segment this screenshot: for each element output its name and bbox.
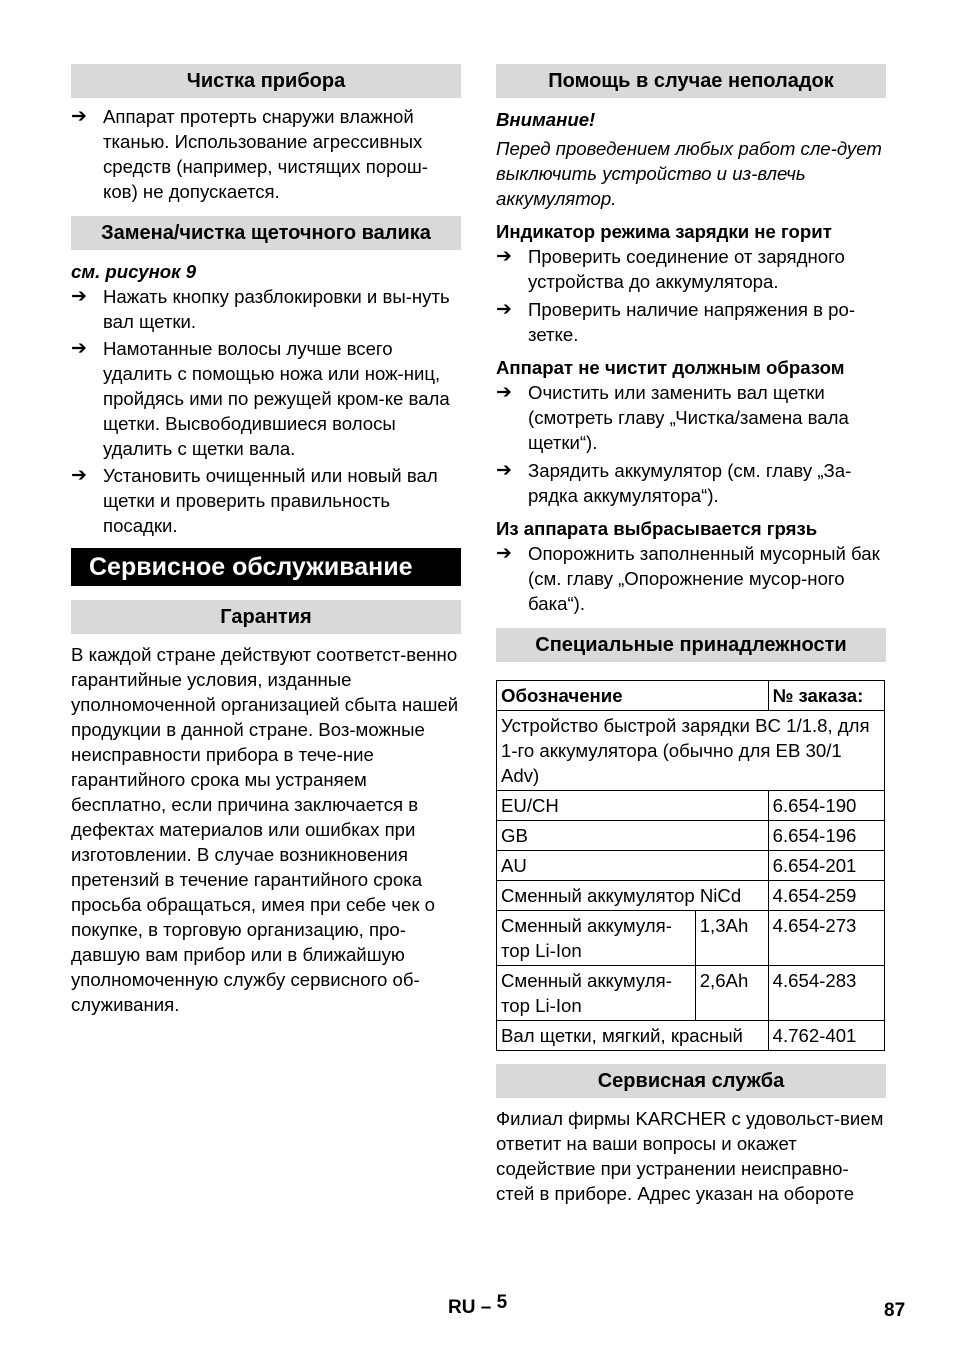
left-column [71,64,461,1017]
arrow-right-icon: ➔ [71,338,87,359]
accessories-table [496,680,885,1051]
arrow-right-icon: ➔ [496,543,512,564]
heading-service: Сервисная служба [496,1064,886,1098]
arrow-right-icon: ➔ [71,106,87,127]
table-row: Сменный аккумуля-тор Li-Ion 1,3Ah 4.654-273 [497,911,885,966]
trouble-heading: Из аппарата выбрасывается грязь [496,518,818,539]
table-row [497,711,885,791]
bullet-item: ➔ Аппарат протерть снаружи влажной тканью. Использование агрессивных средств (например, чистящих порош-ков) не допускается. [71,106,428,202]
table-row: Вал щетки, мягкий, красный 4.762-401 [497,1021,885,1051]
figure-reference: см. рисунок 9 [71,261,197,282]
table-row: Сменный аккумулятор NiCd 4.654-259 [497,881,885,911]
heading-troubleshooting: Помощь в случае неполадок [496,64,886,98]
arrow-right-icon: ➔ [496,246,512,267]
heading-cleaning: Чистка прибора [71,64,461,98]
arrow-right-icon: ➔ [496,299,512,320]
arrow-right-icon: ➔ [71,286,87,307]
heading-accessories: Специальные принадлежности [496,628,886,662]
bullet-item: ➔ Установить очищенный или новый вал щетки и проверить правильность посадки. [71,465,438,536]
table-row: GB 6.654-196 [497,821,885,851]
table-header-row [497,681,885,711]
attention-label: Внимание! [496,109,596,130]
warranty-text: В каждой стране действуют соответст-венно гарантийные условия, изданные уполномоченной организацией сбыта нашей продукции в данной стране. Воз-можные неисправности прибора в тече-ние гарантийного срока мы устраняем бесплатно, если причина заключается в дефектах материалов или ошибках при изготовлении. В случае возникновения претензий в течение гарантийного срока просьба обращаться, имея при себе чек о покупке, в торговую организацию, про-давшую вам прибор или в ближайшую уполномоченную службу сервисного об-служивания. [71,644,459,1015]
bullet-item: ➔ Проверить наличие напряжения в ро-зетке. [496,299,856,345]
page-footer-section: RU – 5 [448,1292,508,1318]
bullet-item: ➔ Очистить или заменить вал щетки (смотреть главу „Чистка/замена вала щетки“). [496,382,849,453]
arrow-right-icon: ➔ [496,382,512,403]
column-header-order: № заказа: [768,681,884,711]
bullet-item: ➔ Зарядить аккумулятор (см. главу „За-рядка аккумулятора“). [496,460,852,506]
column-header-name: Обозначение [497,681,769,711]
arrow-right-icon: ➔ [71,465,87,486]
section-title-service: Сервисное обслуживание [71,548,461,586]
table-row: Сменный аккумуля-тор Li-Ion 2,6Ah 4.654-283 [497,966,885,1021]
trouble-heading: Аппарат не чистит должным образом [496,357,845,378]
heading-brush: Замена/чистка щеточного валика [71,216,461,250]
page-number: 87 [884,1300,906,1321]
table-row: AU 6.654-201 [497,851,885,881]
service-text: Филиал фирмы KARCHER с удовольст-вием ответит на ваши вопросы и окажет содействие при устранении неисправно-стей в приборе. Адрес указан на обороте [496,1108,884,1204]
bullet-item: ➔ Опорожнить заполненный мусорный бак (см. главу „Опорожнение мусор-ного бака“). [496,543,880,614]
heading-warranty: Гарантия [71,600,461,634]
table-row: EU/CH 6.654-190 [497,791,885,821]
trouble-heading: Индикатор режима зарядки не горит [496,221,832,242]
arrow-right-icon: ➔ [496,460,512,481]
attention-text: Перед проведением любых работ сле-дует выключить устройство и из-влечь аккумулятор. [496,138,882,209]
bullet-item: ➔ Намотанные волосы лучше всего удалить с помощью ножа или нож-ниц, пройдясь ими по режущей кром-ке вала щетки. Высвободившиеся волосы удалить с щетки вала. [71,338,450,459]
bullet-item: ➔ Проверить соединение от зарядного устройства до аккумулятора. [496,246,845,292]
charger-description: Устройство быстрой зарядки BC 1/1.8, для 1-го аккумулятора (обычно для EB 30/1 Adv) [497,711,885,791]
bullet-item: ➔ Нажать кнопку разблокировки и вы-нуть вал щетки. [71,286,450,332]
right-column [496,64,886,1206]
